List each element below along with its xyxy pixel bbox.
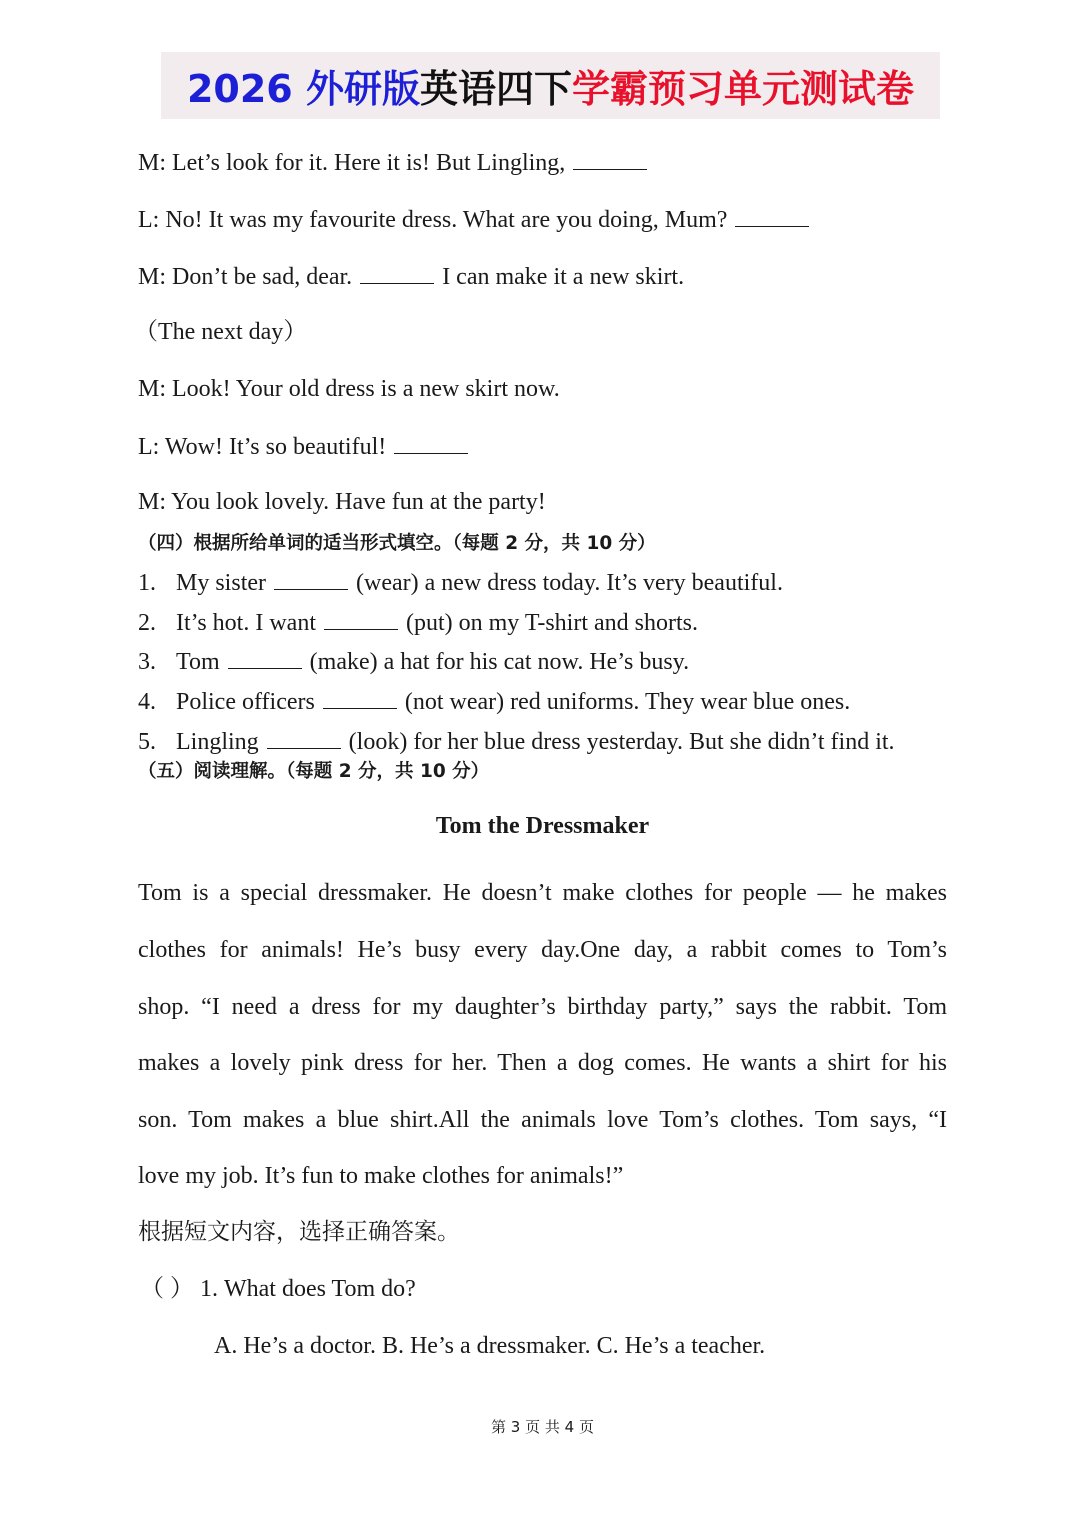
passage-line: love my job. It’s fun to make clothes for animals!” xyxy=(138,1163,624,1189)
dialogue-line xyxy=(138,147,649,178)
dialogue-text: M: Let’s look for it. Here it is! But Lingling, xyxy=(138,150,566,176)
passage-line: Tom is a special dressmaker. He doesn’t make clothes for people — he makes xyxy=(138,880,947,906)
exercise-number: 3. xyxy=(138,649,156,675)
answer-blank[interactable] xyxy=(274,567,348,590)
header-title-part3: 学霸预习单元测试卷 xyxy=(572,67,915,111)
question xyxy=(140,1274,416,1304)
passage-line: makes a lovely pink dress for her. Then a dog comes. He wants a shirt for his xyxy=(138,1050,947,1076)
passage-line: shop. “I need a dress for my daughter’s birthday party,” says the rabbit. Tom xyxy=(138,994,947,1020)
dialogue-text-after: I can make it a new skirt. xyxy=(442,264,685,290)
answer-bracket[interactable]: （ ） xyxy=(140,1276,194,1302)
passage-title: Tom the Dressmaker xyxy=(435,813,650,839)
exercise-text: My sister xyxy=(176,570,266,596)
exercise-text: Lingling xyxy=(176,729,259,755)
page-footer: 第 3 页 共 4 页 xyxy=(491,1418,594,1436)
exercise-number: 4. xyxy=(138,689,156,715)
header-title-part1: 2026 外研版 xyxy=(186,67,420,111)
exercise-text-after: (put) on my T-shirt and shorts. xyxy=(405,610,698,636)
exercise-text-after: (make) a hat for his cat now. He’s busy. xyxy=(309,649,690,675)
exercise-number: 1. xyxy=(138,570,156,596)
exercise-text: It’s hot. I want xyxy=(176,610,316,636)
exercise-item xyxy=(138,607,698,638)
exercise-text-after: (not wear) red uniforms. They wear blue ones. xyxy=(404,689,851,715)
question-options: A. He’s a doctor. B. He’s a dressmaker. C. He’s a teacher. xyxy=(214,1333,766,1359)
question-text: 1. What does Tom do? xyxy=(200,1276,416,1302)
exercise-number: 2. xyxy=(138,610,156,636)
reading-instruction: 根据短文内容，选择正确答案。 xyxy=(138,1219,460,1245)
answer-blank[interactable] xyxy=(324,607,398,630)
exercise-text-after: (look) for her blue dress yesterday. But she didn’t find it. xyxy=(348,729,895,755)
exercise-item xyxy=(138,646,689,677)
answer-blank[interactable] xyxy=(360,261,434,284)
passage-line: clothes for animals! He’s busy every day.One day, a rabbit comes to Tom’s xyxy=(138,937,947,963)
exercise-text: Police officers xyxy=(176,689,315,715)
answer-blank[interactable] xyxy=(735,204,809,227)
answer-blank[interactable] xyxy=(323,686,397,709)
section5-heading: （五）阅读理解。（每题 2 分，共 10 分） xyxy=(138,761,490,782)
exercise-text: Tom xyxy=(176,649,220,675)
answer-blank[interactable] xyxy=(228,646,302,669)
answer-blank[interactable] xyxy=(267,726,341,749)
dialogue-line xyxy=(138,431,470,462)
exercise-item xyxy=(138,726,895,757)
exercise-text-after: (wear) a new dress today. It’s very beautiful. xyxy=(356,570,783,596)
section4-heading: （四）根据所给单词的适当形式填空。（每题 2 分，共 10 分） xyxy=(138,533,656,554)
header-title-part2: 英语四下 xyxy=(419,67,572,111)
answer-blank[interactable] xyxy=(573,147,647,170)
exercise-item xyxy=(138,567,783,598)
dialogue-line xyxy=(138,204,811,235)
dialogue-line: M: You look lovely. Have fun at the party! xyxy=(138,489,546,515)
exercise-item xyxy=(138,686,850,717)
exercise-number: 5. xyxy=(138,729,156,755)
passage-line: son. Tom makes a blue shirt.All the animals love Tom’s clothes. Tom says, “I xyxy=(138,1107,947,1133)
stage-direction: （The next day） xyxy=(134,319,308,345)
dialogue-text: L: No! It was my favourite dress. What are you doing, Mum? xyxy=(138,207,728,233)
dialogue-line xyxy=(138,261,684,292)
dialogue-text: L: Wow! It’s so beautiful! xyxy=(138,434,387,460)
answer-blank[interactable] xyxy=(394,431,468,454)
dialogue-text: M: Don’t be sad, dear. xyxy=(138,264,353,290)
header-banner xyxy=(161,52,940,119)
dialogue-line: M: Look! Your old dress is a new skirt now. xyxy=(138,376,560,402)
